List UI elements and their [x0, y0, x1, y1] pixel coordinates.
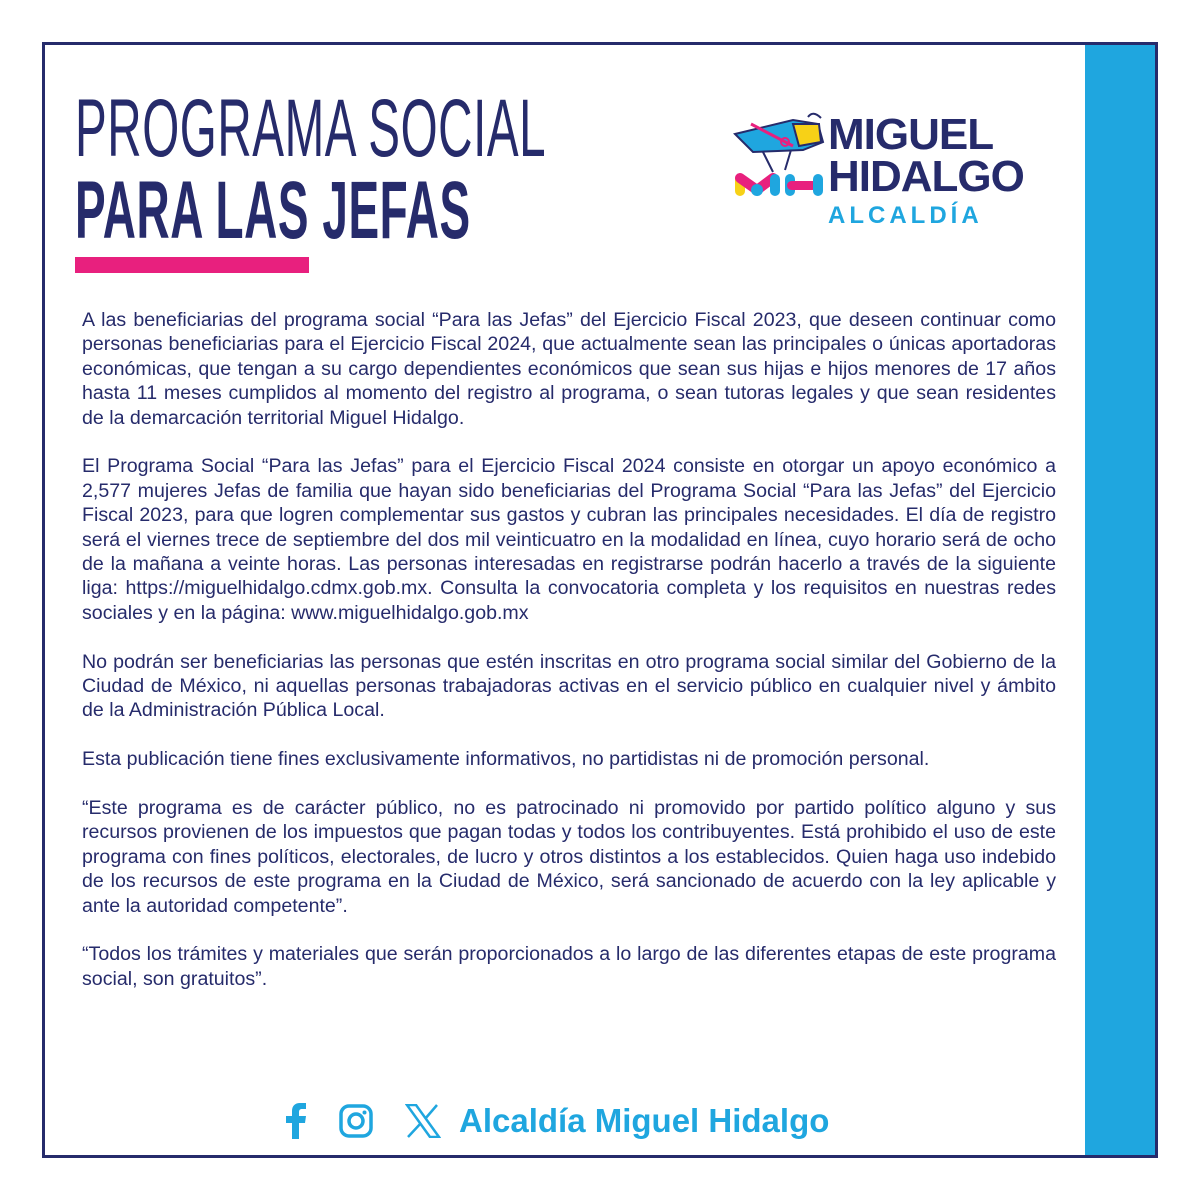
- social-footer: [285, 1100, 829, 1142]
- facebook-icon[interactable]: [285, 1103, 307, 1139]
- instagram-icon[interactable]: [339, 1104, 373, 1138]
- logo-line-2: HIDALGO: [828, 152, 1024, 201]
- x-icon[interactable]: [405, 1104, 441, 1138]
- body-text: [82, 308, 1056, 1016]
- paragraph-program-details: El Programa Social “Para las Jefas” para el Ejercicio Fiscal 2024 consiste en otorgar un apoyo económico a 2,577 mujeres Jefas de familia que hayan sido beneficiarias del Programa Social “Para las Jefas” del Ejercicio Fiscal 2023, para que logren complementar sus gastos y cubran las principales necesidades. El día de registro será el viernes trece de septiembre del dos mil veinticuatro en la modalidad en línea, cuyo horario será de ocho de la mañana a veinte horas. Las personas interesadas en registrarse podrán hacerlo a través de la siguiente liga: https://miguelhidalgo.cdmx.gob.mx. Consulta la convocatoria completa y los requisitos en nuestras redes sociales y en la página: www.miguelhidalgo.gob.mx: [82, 455, 1056, 624]
- title-line-2: PARA LAS JEFAS: [75, 165, 471, 256]
- paragraph-free-of-charge: “Todos los trámites y materiales que serán proporcionados a lo largo de las diferentes etapas de este programa social, son gratuitos”.: [82, 943, 1056, 990]
- blue-side-bar: [1085, 45, 1155, 1155]
- logo-subtitle: ALCALDÍA: [828, 202, 983, 229]
- title-line-1: PROGRAMA SOCIAL: [75, 83, 547, 174]
- logo-wordmark: [828, 110, 1024, 201]
- social-handle: Alcaldía Miguel Hidalgo: [459, 1102, 830, 1139]
- paragraph-exclusions: No podrán ser beneficiarias las personas que estén inscritas en otro programa social similar del Gobierno de la Ciudad de México, ni aquellas personas trabajadoras activas en el servicio público en cualquier nivel y ámbito de la Administración Pública Local.: [82, 650, 1056, 722]
- paragraph-eligibility: A las beneficiarias del programa social “Para las Jefas” del Ejercicio Fiscal 2023, que deseen continuar como personas beneficiarias para el Ejercicio Fiscal 2024, que actualmente sean las principales o únicas aportadoras económicas, que tengan a su cargo dependientes económicos que sean sus hijas e hijos menores de 17 años hasta 11 meses cumplidos al momento del registro al programa, o sean tutoras legales y que sean residentes de la demarcación territorial Miguel Hidalgo.: [82, 309, 1056, 429]
- grasshopper-mh-icon: [733, 112, 828, 232]
- paragraph-disclaimer: Esta publicación tiene fines exclusivamente informativos, no partidistas ni de promoción personal.: [82, 748, 930, 771]
- alcaldia-logo: [733, 112, 1053, 232]
- logo-line-1: MIGUEL: [828, 110, 994, 159]
- title-underline: [75, 257, 309, 273]
- paragraph-legal-notice: “Este programa es de carácter público, no es patrocinado ni promovido por partido político alguno y sus recursos provienen de los impuestos que pagan todas y todos los contribuyentes. Está prohibido el uso de este programa con fines políticos, electorales, de lucro y otros distintos a los establecidos. Quien haga uso indebido de los recursos de este programa en la Ciudad de México, será sancionado de acuerdo con la ley aplicable y ante la autoridad competente”.: [82, 797, 1056, 917]
